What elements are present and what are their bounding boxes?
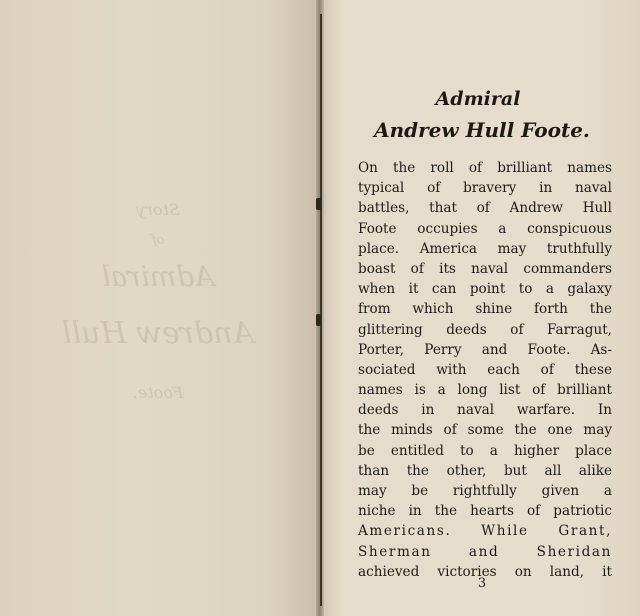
bleed-through-text: of [151,233,165,248]
staple-top [316,198,321,210]
text-line: battles, that of Andrew Hull [358,200,612,217]
text-line: glittering deeds of Farragut, [358,321,612,338]
bleed-through-text: Andrew Hull [61,316,255,351]
text-line: place. America may truthfully [358,240,612,257]
text-line: Porter, Perry and Foote. As- [358,341,612,358]
text-line: typical of bravery in naval [358,180,612,197]
text-line: than the other, but all alike [358,462,612,479]
text-line: may be rightfully given a [358,483,612,499]
bleed-through-text: Foote. [132,383,184,402]
text-line: sociated with each of these [358,361,612,378]
text-line: names is a long list of brilliant [358,382,612,399]
right-page [324,0,640,616]
text-line: achieved victories on land, it [358,563,612,580]
text-line: be entitled to a higher place [358,442,612,459]
text-line: Foote occupies a conspicuous [358,220,612,237]
title-line-2: Andrew Hull Foote. [374,118,590,142]
body-paragraph [358,158,612,582]
left-page [0,0,316,616]
text-line: niche in the hearts of patriotic [358,503,612,520]
bleed-through-text: Admiral [101,260,215,293]
text-line: when it can point to a galaxy [358,281,612,298]
text-line: from which shine forth the [358,301,612,318]
text-line: deeds in naval warfare. In [358,402,612,419]
staple-bottom [316,314,321,326]
title-line-1: Admiral [435,88,521,110]
bleed-through-text: Story [136,200,180,219]
text-line: the minds of some the one may [358,422,612,439]
text-line: On the roll of brilliant names [358,160,612,176]
page-number: 3 [477,576,487,591]
text-line: boast of its naval commanders [358,260,612,277]
text-line: Sherman and Sheridan [358,543,612,560]
text-line: Americans. While Grant, [358,523,612,540]
